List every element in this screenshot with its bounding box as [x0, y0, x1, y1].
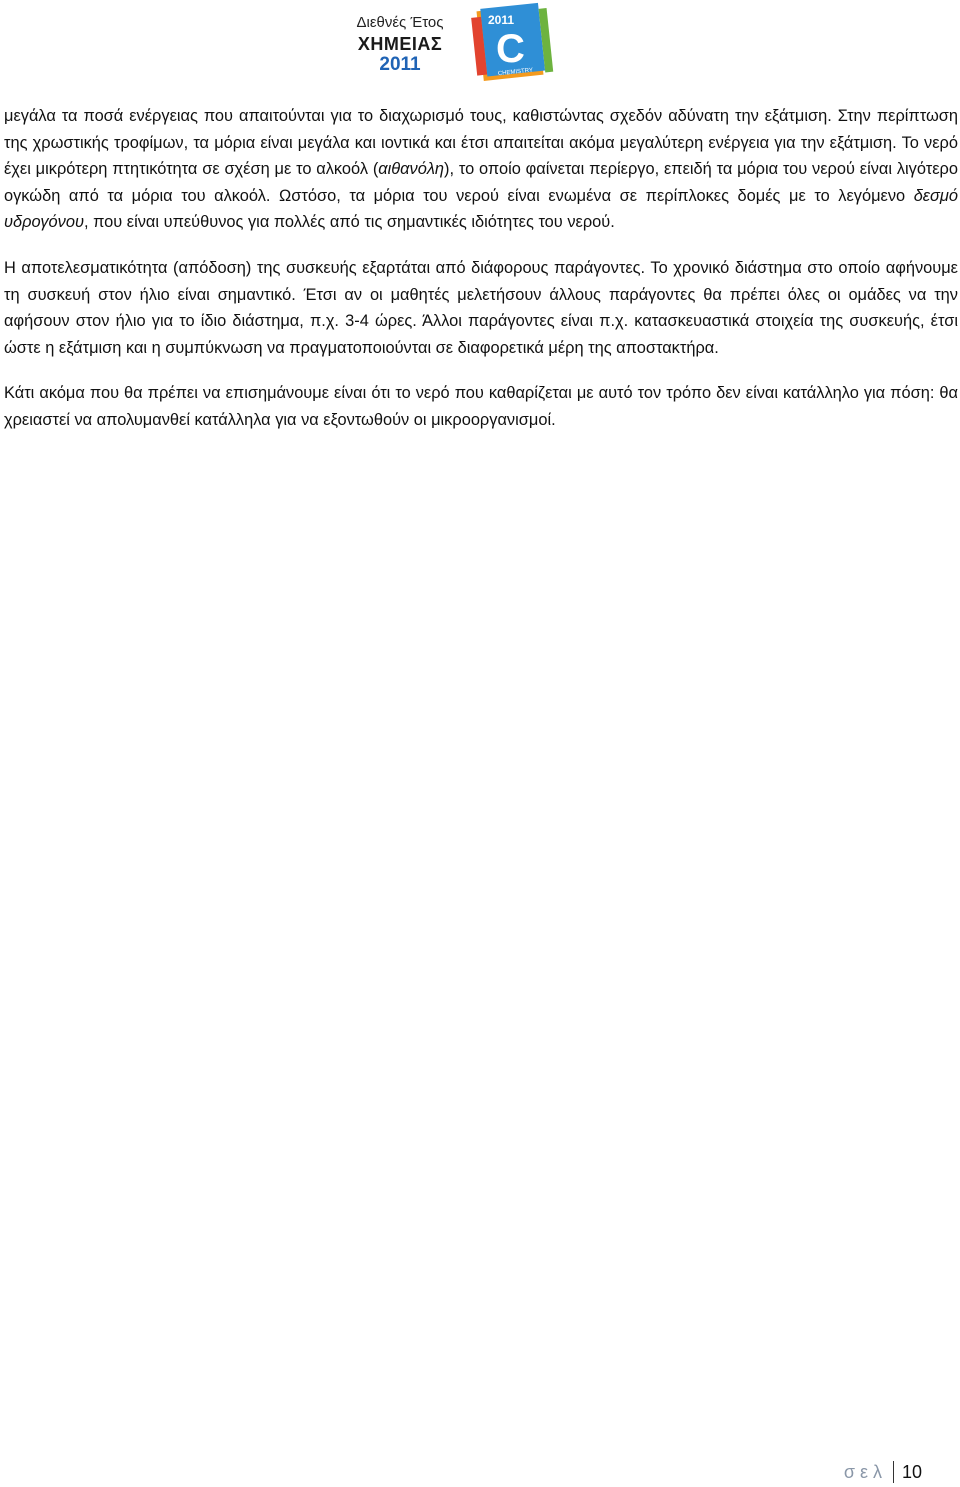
paragraph-1: μεγάλα τα ποσά ενέργειας που απαιτούνται για το διαχωρισμό τους, καθιστώντας σχεδόν αδύνατη την εξάτμιση. Στην περίπτωση της χρωστικής τροφίμων, τα μόρια είναι μεγάλα και ιοντικά και έτσι απαιτείται ακόμα μεγαλύτερη ενέργεια για την εξάτμιση. Το νερό έχει μικρότερη πτητικότητα σε σχέση με το αλκοόλ (αιθανόλη), το οποίο φαίνεται περίεργο, επειδή τα μόρια του νερού είναι λιγότερο ογκώδη από τα μόρια του αλκοόλ. Ωστόσο, τα μόρια του νερού είναι ενωμένα σε περίπλοκες δομές με το λεγόμενο δεσμό υδρογόνου, που είναι υπεύθυνος για πολλές από τις σημαντικές ιδιότητες του νερού.: [4, 107, 958, 232]
badge-caption: CHEMISTRY: [497, 67, 534, 78]
term-hydrogen-bond: δεσμό υδρογόνου: [4, 186, 958, 232]
term-ethanol: αιθανόλη: [378, 160, 445, 179]
page-label: σελ: [843, 1461, 887, 1482]
logo-subtitle: Διεθνές Έτος: [356, 14, 444, 31]
paragraph-2: Η αποτελεσματικότητα (απόδοση) της συσκευής εξαρτάται από διάφορους παράγοντες. Το χρονικό διάστημα στο οποίο αφήνουμε τη συσκευή στον ήλιο είναι σημαντικό. Έτσι αν οι μαθητές μελετήσουν άλλους παράγοντες θα πρέπει όλες οι ομάδες να την αφήσουν στον ήλιο για το ίδιο διάστημα, π.χ. 3-4 ώρες. Άλλοι παράγοντες είναι π.χ. κατασκευαστικά στοιχεία της συσκευής, έτσι ώστε η εξάτμιση και η συμπύκνωση να πραγματοποιούνται σε διαφορετικά μέρη της αποστακτήρα.: [4, 258, 958, 357]
badge-letter: C: [496, 27, 525, 71]
paragraph-3: Κάτι ακόμα που θα πρέπει να επισημάνουμε είναι ότι το νερό που καθαρίζεται με αυτό τον τρόπο δεν είναι κατάλληλο για πόση: θα χρειαστεί να απολυμανθεί κατάλληλα για να εξοντωθούν οι μικροοργανισμοί.: [4, 384, 958, 429]
badge-year: 2011: [488, 13, 515, 27]
footer-divider: [893, 1461, 894, 1483]
logo-title: ΧΗΜΕΙΑΣ: [357, 34, 443, 54]
document-body: [4, 103, 958, 453]
page-number: 10: [901, 1461, 922, 1482]
chemistry-2011-logo-icon: [470, 2, 590, 84]
page-footer: [844, 1461, 922, 1483]
header-logo: [340, 2, 600, 84]
logo-year: 2011: [379, 54, 421, 75]
